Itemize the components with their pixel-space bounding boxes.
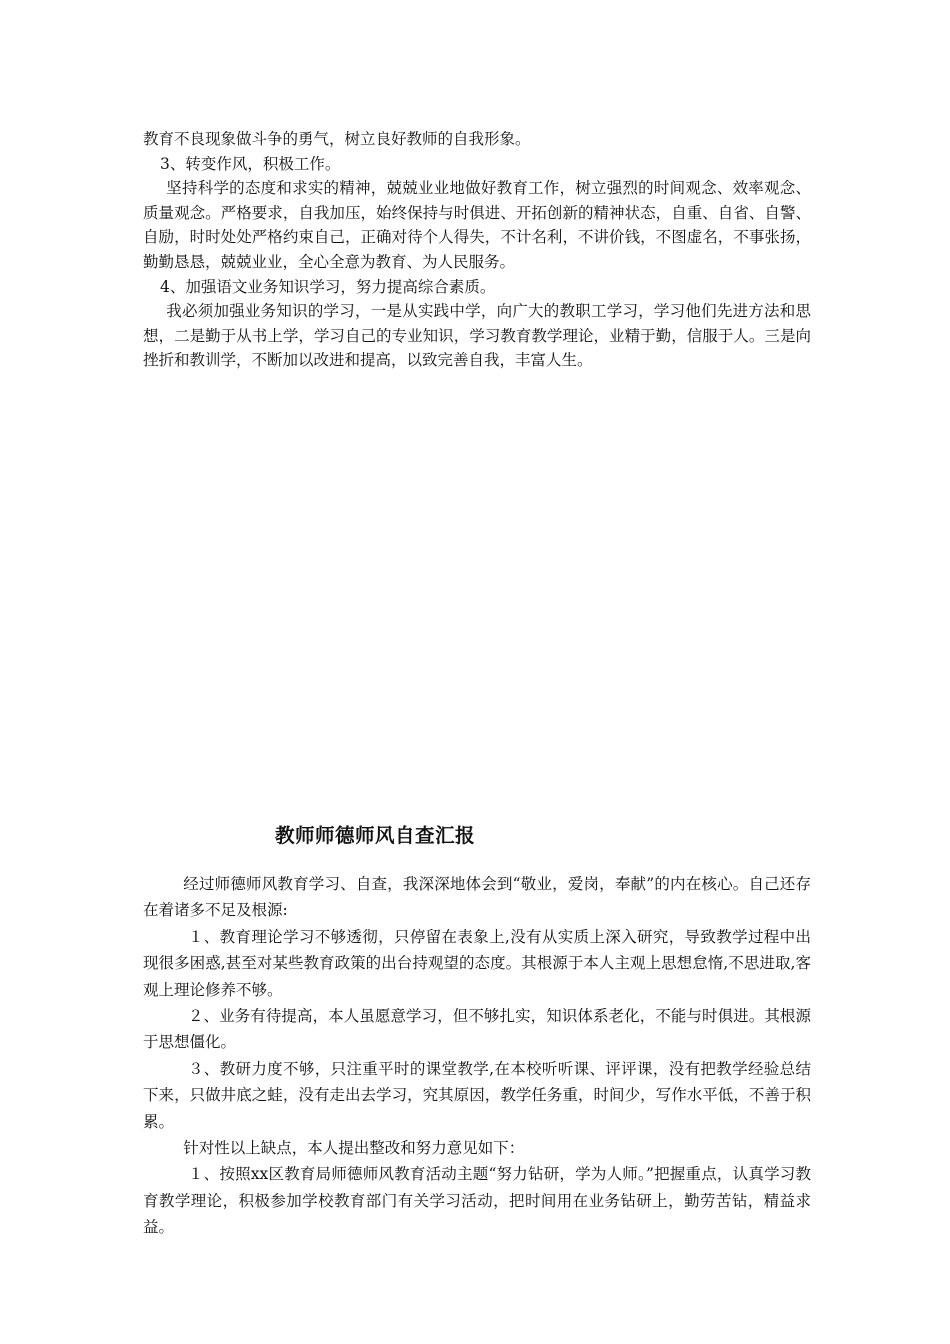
paragraph: 坚持科学的态度和求实的精神，兢兢业业地做好教育工作，树立强烈的时间观念、效率观念、质量观念。严格要求，自我加压，始终保持与时俱进、开拓创新的精神状态，自重、自省、自警、自励，时时处处严格约束自己，正确对待个人得失，不计名利，不讲价钱，不图虚名，不事张扬，勤勤恳恳，兢兢业业，全心全意为教育、为人民服务。 [143,179,811,271]
page-1-text-block [143,127,811,373]
list-item: １、按照xx区教育局师德师风教育活动主题“努力钻研，学为人师。”把握重点，认真学习教育教学理论，积极参加学校教育部门有关学习活动，把时间用在业务钻研上，勤劳苦钻，精益求益。 [143,1165,811,1237]
page-2-text-block [143,871,811,1241]
paragraph: 针对性以上缺点，本人提出整改和努力意见如下： [183,1139,525,1158]
section-heading: 3、转变作风，积极工作。 [160,154,341,173]
paragraph: 经过师德师风教育学习、自查，我深深地体会到“敬业，爱岗，奉献”的内在核心。自己还存在着诸多不足及根源: [143,875,811,920]
paragraph: 教育不良现象做斗争的勇气，树立良好教师的自我形象。 [143,130,531,148]
section-heading: 4、加强语文业务知识学习，努力提高综合素质。 [160,277,496,296]
paragraph: 我必须加强业务知识的学习，一是从实践中学，向广大的教职工学习，学习他们先进方法和思想，二是勤于从书上学，学习自己的专业知识，学习教育教学理论，业精于勤，信服于人。三是向挫折和教训学，不断加以改进和提高，以致完善自我，丰富人生。 [143,302,811,370]
list-item: １、教育理论学习不够透彻，只停留在表象上,没有从实质上深入研究，导致教学过程中出现很多困惑,甚至对某些教育政策的出台持观望的态度。其根源于本人主观上思想怠惰,不思进取,客观上理论修养不够。 [143,927,811,999]
list-item: ３、教研力度不够，只注重平时的课堂教学,在本校听听课、评评课，没有把教学经验总结下来，只做井底之蛙，没有走出去学习，究其原因，教学任务重，时间少，写作水平低，不善于积累。 [143,1059,811,1131]
document-title: 教师师德师风自查汇报 [275,824,476,847]
list-item: ２、业务有待提高，本人虽愿意学习，但不够扎实，知识体系老化，不能与时俱进。其根源于思想僵化。 [143,1007,811,1052]
